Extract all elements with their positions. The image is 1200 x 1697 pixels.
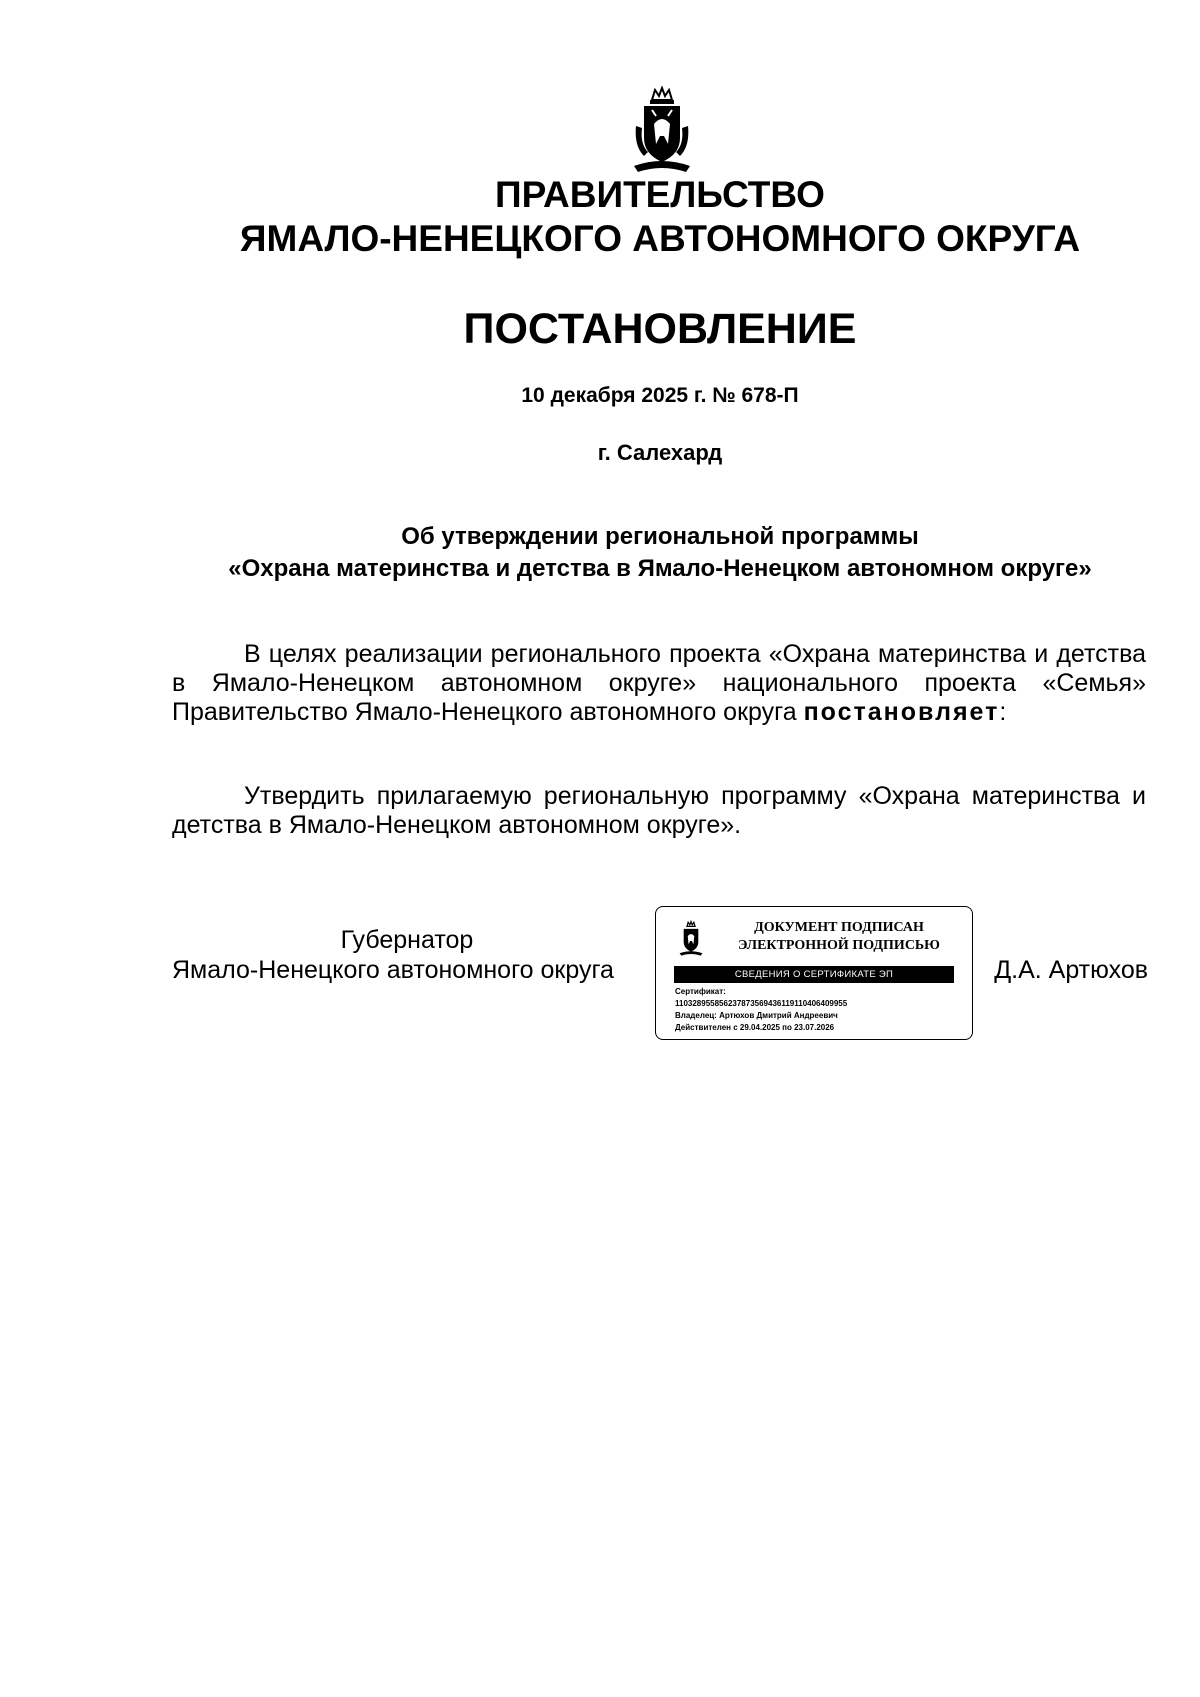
- organization-region: ЯМАЛО-НЕНЕЦКОГО АВТОНОМНОГО ОКРУГА: [239, 218, 1081, 259]
- subject-line-1: Об утверждении региональной программы: [401, 523, 919, 550]
- signer-region: Ямало-Ненецкого автономного округа: [172, 956, 614, 984]
- preamble-text: В целях реализации регионального проекта «Охрана материнства и детства в Ямало-Ненецком автономном округе» национального проекта «Семья» Правительство Ямало-Ненецкого автономного округа: [172, 640, 1146, 726]
- signer-position: [172, 925, 642, 985]
- stamp-owner: Владелец: Артюхов Дмитрий Андреевич: [675, 1011, 838, 1020]
- signer-title: Губернатор: [340, 926, 474, 954]
- stamp-heading-line-2: ЭЛЕКТРОННОЙ ПОДПИСЬЮ: [738, 938, 940, 953]
- preamble-colon: :: [999, 698, 1007, 726]
- stamp-certificate-bar: СВЕДЕНИЯ О СЕРТИФИКАТЕ ЭП: [674, 966, 954, 983]
- subject-line-2: «Охрана материнства и детства в Ямало-Ненецком автономном округе»: [228, 555, 1092, 582]
- stamp-cert-number: 110328955856237873569436119110406409955: [675, 999, 848, 1008]
- organization-name: ПРАВИТЕЛЬСТВО: [495, 174, 825, 215]
- preamble-paragraph: [172, 640, 1146, 727]
- stamp-heading-line-1: ДОКУМЕНТ ПОДПИСАН: [754, 920, 924, 935]
- stamp-heading: [714, 919, 964, 955]
- coat-of-arms-icon: [630, 86, 694, 176]
- document-subject: [0, 521, 1200, 585]
- decree-word: постановляет: [803, 698, 1000, 726]
- document-date-number: 10 декабря 2025 г. № 678-П: [521, 384, 799, 407]
- stamp-validity: Действителен с 29.04.2025 по 23.07.2026: [675, 1023, 835, 1032]
- stamp-emblem-icon: [678, 917, 704, 961]
- signer-name: Д.А. Артюхов: [994, 956, 1148, 984]
- resolution-paragraph: Утвердить прилагаемую региональную программу «Охрана материнства и детства в Ямало-Ненецком автономном округе».: [172, 782, 1146, 839]
- document-city: г. Салехард: [597, 440, 723, 465]
- electronic-signature-stamp: [655, 906, 973, 1040]
- stamp-cert-label: Сертификат:: [675, 987, 726, 996]
- document-type: ПОСТАНОВЛЕНИЕ: [463, 305, 857, 353]
